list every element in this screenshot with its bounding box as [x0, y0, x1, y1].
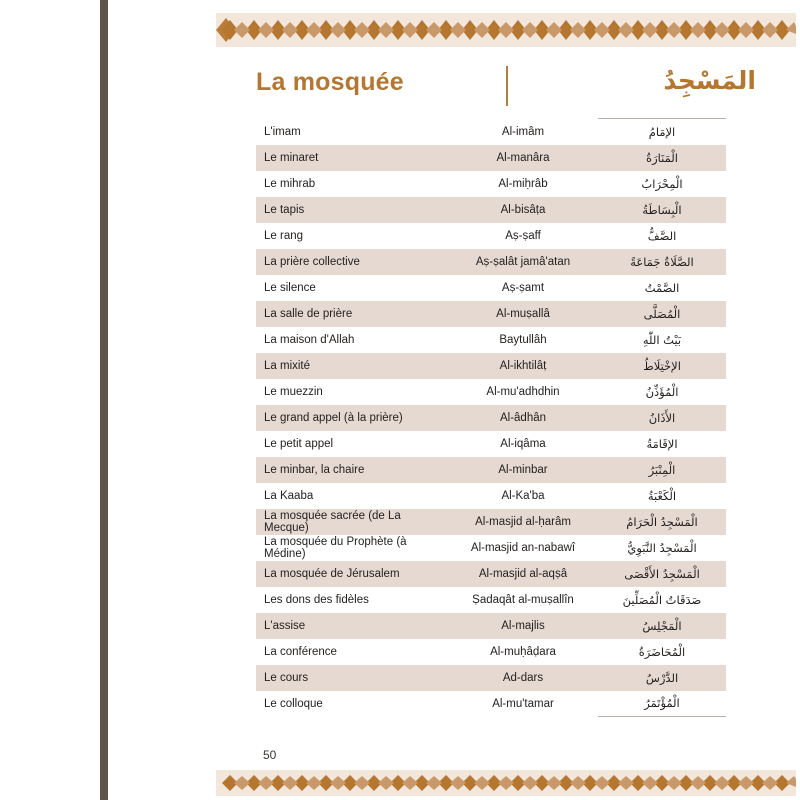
cell-arabic: الإمَامُ [598, 119, 726, 145]
page-header [256, 66, 756, 114]
page-title-french: La mosquée [256, 68, 404, 96]
page-number: 50 [263, 748, 277, 762]
cell-arabic: الْمَنَارَةُ [598, 145, 726, 171]
cell-french: La mosquée de Jérusalem [256, 561, 448, 587]
cell-arabic: الأَذَانُ [598, 405, 726, 431]
cell-french: Le minbar, la chaire [256, 457, 448, 483]
table-row [256, 301, 726, 327]
ornament-pattern-bottom-icon [216, 770, 796, 796]
cell-french: La mosquée du Prophète (à Médine) [256, 535, 448, 561]
vocabulary-table [256, 118, 726, 717]
cell-arabic: الصَّمْتُ [598, 275, 726, 301]
cell-arabic: الصَّفُّ [598, 223, 726, 249]
table-row [256, 249, 726, 275]
cell-arabic: الْمُؤْتَمَرُ [598, 691, 726, 717]
table-row [256, 171, 726, 197]
page-title-arabic: المَسْجِدُ [663, 66, 756, 95]
cell-transliteration: Al-minbar [448, 457, 598, 483]
cell-arabic: الْمُؤَذِّنُ [598, 379, 726, 405]
table-row [256, 639, 726, 665]
cell-arabic: بَيْتُ اللّٰهِ [598, 327, 726, 353]
table-row [256, 587, 726, 613]
table-row [256, 275, 726, 301]
table-row [256, 379, 726, 405]
cell-french: Le cours [256, 665, 448, 691]
page-spine [100, 0, 108, 800]
cell-arabic: الْمَسْجِدُ النَّبَوِيُّ [598, 535, 726, 561]
cell-french: Le tapis [256, 197, 448, 223]
cell-french: La Kaaba [256, 483, 448, 509]
cell-arabic: الإخْتِلَاطُ [598, 353, 726, 379]
cell-transliteration: Ṣadaqât al-muṣallîn [448, 587, 598, 613]
cell-french: Le muezzin [256, 379, 448, 405]
table-row [256, 145, 726, 171]
cell-french: La maison d'Allah [256, 327, 448, 353]
cell-transliteration: Al-masjid al-aqṣâ [448, 561, 598, 587]
cell-french: L'imam [256, 119, 448, 145]
table-row [256, 509, 726, 535]
cell-arabic: الْكَعْبَةُ [598, 483, 726, 509]
cell-transliteration: Al-ikhtilâṭ [448, 353, 598, 379]
cell-transliteration: Al-manâra [448, 145, 598, 171]
cell-french: La prière collective [256, 249, 448, 275]
cell-transliteration: Al-mu'adhdhin [448, 379, 598, 405]
cell-arabic: الصَّلَاةُ جَمَاعَةً [598, 249, 726, 275]
cell-transliteration: Al-majlis [448, 613, 598, 639]
ornament-pattern-top-icon [216, 10, 796, 50]
table-row [256, 353, 726, 379]
cell-transliteration: Al-Ka'ba [448, 483, 598, 509]
cell-arabic: الْمَجْلِسُ [598, 613, 726, 639]
cell-transliteration: Al-iqâma [448, 431, 598, 457]
cell-french: Le grand appel (à la prière) [256, 405, 448, 431]
table-row [256, 457, 726, 483]
title-divider [506, 66, 508, 106]
cell-arabic: الْمُصَلَّى [598, 301, 726, 327]
ornamental-border-bottom [216, 770, 796, 796]
cell-french: La mixité [256, 353, 448, 379]
cell-arabic: الْمِحْرَابُ [598, 171, 726, 197]
ornamental-border-top [216, 10, 796, 50]
cell-arabic: الْمَسْجِدُ الْحَرَامُ [598, 509, 726, 535]
cell-french: Les dons des fidèles [256, 587, 448, 613]
table-row [256, 483, 726, 509]
cell-french: Le mihrab [256, 171, 448, 197]
cell-french: La conférence [256, 639, 448, 665]
cell-french: La salle de prière [256, 301, 448, 327]
table-row [256, 119, 726, 145]
table-row [256, 665, 726, 691]
table-row [256, 223, 726, 249]
cell-transliteration: Al-imâm [448, 119, 598, 145]
cell-transliteration: Al-muṣallâ [448, 301, 598, 327]
table-row [256, 561, 726, 587]
cell-transliteration: Aṣ-ṣalât jamâ'atan [448, 249, 598, 275]
cell-arabic: الدَّرْسُ [598, 665, 726, 691]
cell-arabic: الإقَامَةُ [598, 431, 726, 457]
table-row [256, 197, 726, 223]
cell-french: Le rang [256, 223, 448, 249]
cell-transliteration: Al-muḥâḍara [448, 639, 598, 665]
table-row [256, 405, 726, 431]
cell-transliteration: Al-masjid al-ḥarâm [448, 509, 598, 535]
cell-transliteration: Al-masjid an-nabawî [448, 535, 598, 561]
cell-french: L'assise [256, 613, 448, 639]
cell-transliteration: Al-miḥrâb [448, 171, 598, 197]
cell-french: Le colloque [256, 691, 448, 717]
table-row [256, 327, 726, 353]
table-row [256, 431, 726, 457]
vocabulary-table-body [256, 119, 726, 717]
table-row [256, 613, 726, 639]
cell-french: Le silence [256, 275, 448, 301]
cell-transliteration: Baytullâh [448, 327, 598, 353]
cell-transliteration: Al-mu'tamar [448, 691, 598, 717]
page-content-area [108, 0, 756, 800]
cell-arabic: صَدَقَاتُ الْمُصَلِّينَ [598, 587, 726, 613]
table-row [256, 691, 726, 717]
cell-transliteration: Al-âdhân [448, 405, 598, 431]
cell-arabic: الْمُحَاضَرَةُ [598, 639, 726, 665]
cell-transliteration: Ad-dars [448, 665, 598, 691]
cell-arabic: الْمَسْجِدُ الأَقْصَى [598, 561, 726, 587]
table-row [256, 535, 726, 561]
cell-transliteration: Aṣ-ṣaff [448, 223, 598, 249]
cell-arabic: الْمِنْبَرُ [598, 457, 726, 483]
cell-french: Le petit appel [256, 431, 448, 457]
cell-french: Le minaret [256, 145, 448, 171]
cell-french: La mosquée sacrée (de La Mecque) [256, 509, 448, 535]
cell-transliteration: Aṣ-ṣamt [448, 275, 598, 301]
cell-transliteration: Al-bisâṭa [448, 197, 598, 223]
cell-arabic: الْبِسَاطَةُ [598, 197, 726, 223]
